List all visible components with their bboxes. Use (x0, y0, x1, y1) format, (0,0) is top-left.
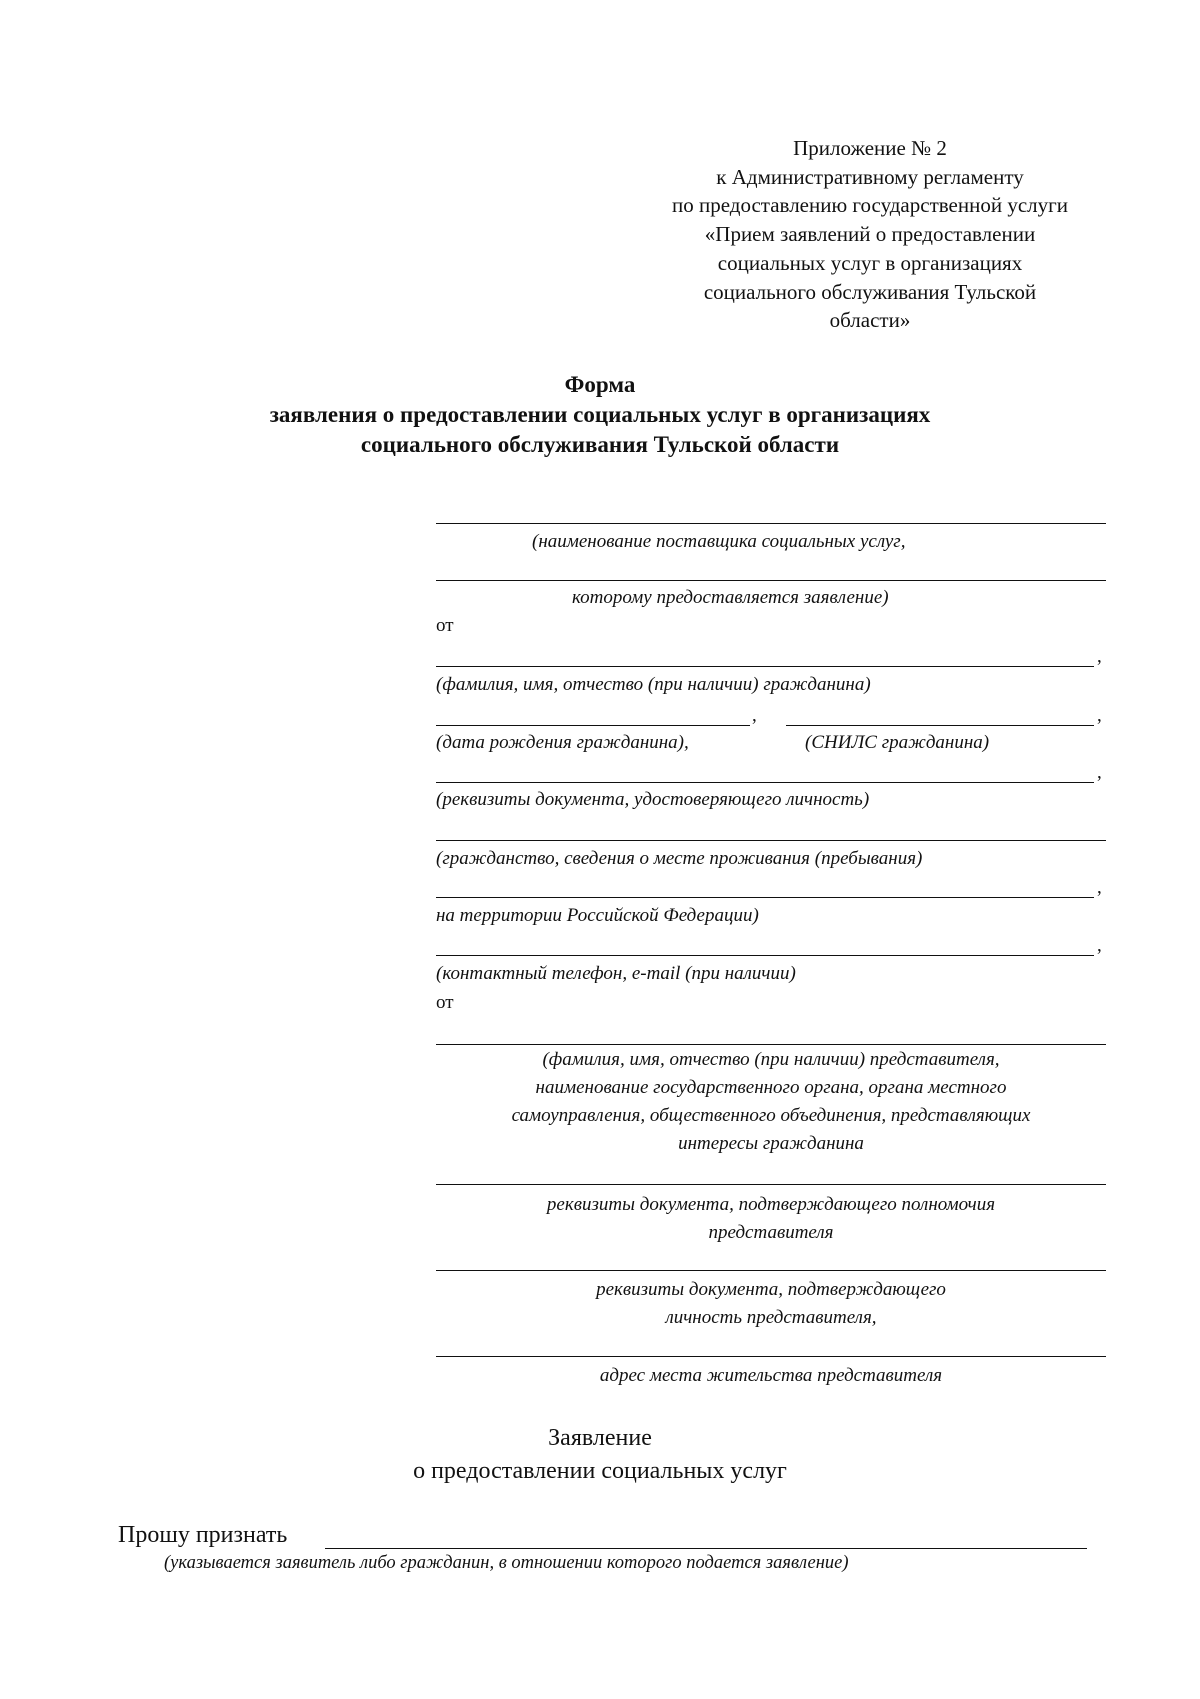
appendix-header (640, 134, 1100, 335)
appendix-line: Приложение № 2 (793, 136, 947, 160)
representative-caption-line: (фамилия, имя, отчество (при наличии) представителя, (542, 1049, 1000, 1070)
appendix-line: социального обслуживания Тульской (703, 279, 1037, 304)
representative-caption-line: наименование государственного органа, органа местного (535, 1077, 1007, 1098)
representative-line[interactable] (436, 1044, 1106, 1045)
representative-caption-line: интересы гражданина (678, 1133, 864, 1154)
from-label-2: от (436, 992, 454, 1013)
citizen-name-caption: (фамилия, имя, отчество (при наличии) гражданина) (436, 674, 871, 695)
comma: , (1097, 762, 1102, 783)
provider-name-line-2[interactable] (436, 580, 1106, 581)
statement-heading (300, 1422, 900, 1488)
rep-address-caption (436, 1362, 1106, 1390)
appendix-line: «Прием заявлений о предоставлении (704, 222, 1036, 247)
residence-caption: (гражданство, сведения о месте проживания (пребывания) (436, 848, 923, 869)
residence-line[interactable] (436, 840, 1106, 841)
rep-address-caption-line: адрес места жительства представителя (599, 1365, 943, 1386)
rep-id-caption (436, 1276, 1106, 1332)
representative-caption (436, 1046, 1106, 1158)
comma: , (752, 705, 757, 726)
contact-caption: (контактный телефон, e-mail (при наличии) (436, 963, 796, 984)
form-title (150, 370, 1050, 460)
comma: , (1097, 646, 1102, 667)
rep-id-caption-line: реквизиты документа, подтверждающего (596, 1279, 946, 1300)
from-label: от (436, 615, 454, 636)
rep-id-caption-line: личность представителя, (665, 1307, 877, 1328)
authority-doc-line[interactable] (436, 1184, 1106, 1185)
authority-doc-caption (436, 1191, 1106, 1247)
provider-caption-2: которому предоставляется заявление) (572, 587, 889, 608)
comma: , (1097, 705, 1102, 726)
snils-caption: (СНИЛС гражданина) (805, 732, 990, 753)
authority-doc-caption-line: представителя (708, 1222, 834, 1243)
representative-caption-line: самоуправления, общественного объединения, представляющих (511, 1105, 1031, 1126)
residence-caption-2: на территории Российской Федерации) (436, 905, 759, 926)
rep-id-line[interactable] (436, 1270, 1106, 1271)
birth-date-line[interactable] (436, 725, 750, 726)
authority-doc-caption-line: реквизиты документа, подтверждающего полномочия (546, 1194, 996, 1215)
comma: , (1097, 877, 1102, 898)
statement-subtitle: о предоставлении социальных услуг (413, 1458, 787, 1484)
form-title-line: Форма (564, 372, 636, 397)
contact-line[interactable] (436, 955, 1094, 956)
statement-title: Заявление (548, 1425, 652, 1451)
request-label: Прошу признать (118, 1522, 288, 1548)
id-document-line[interactable] (436, 782, 1094, 783)
residence-line-2[interactable] (436, 897, 1094, 898)
form-title-line: заявления о предоставлении социальных услуг в организациях (269, 402, 931, 427)
snils-line[interactable] (786, 725, 1094, 726)
appendix-line: к Административному регламенту (716, 164, 1024, 189)
citizen-name-line[interactable] (436, 666, 1094, 667)
comma: , (1097, 935, 1102, 956)
request-caption: (указывается заявитель либо гражданин, в отношении которого подается заявление) (164, 1553, 849, 1573)
appendix-line: по предоставлению государственной услуги (672, 193, 1068, 218)
provider-caption: (наименование поставщика социальных услуг, (532, 531, 906, 552)
appendix-line: социальных услуг в организациях (717, 250, 1023, 275)
birth-date-caption: (дата рождения гражданина), (436, 732, 689, 753)
form-title-line: социального обслуживания Тульской области (360, 432, 840, 457)
provider-name-line[interactable] (436, 523, 1106, 524)
rep-address-line[interactable] (436, 1356, 1106, 1357)
id-document-caption: (реквизиты документа, удостоверяющего личность) (436, 789, 870, 810)
appendix-line: области» (829, 308, 911, 333)
